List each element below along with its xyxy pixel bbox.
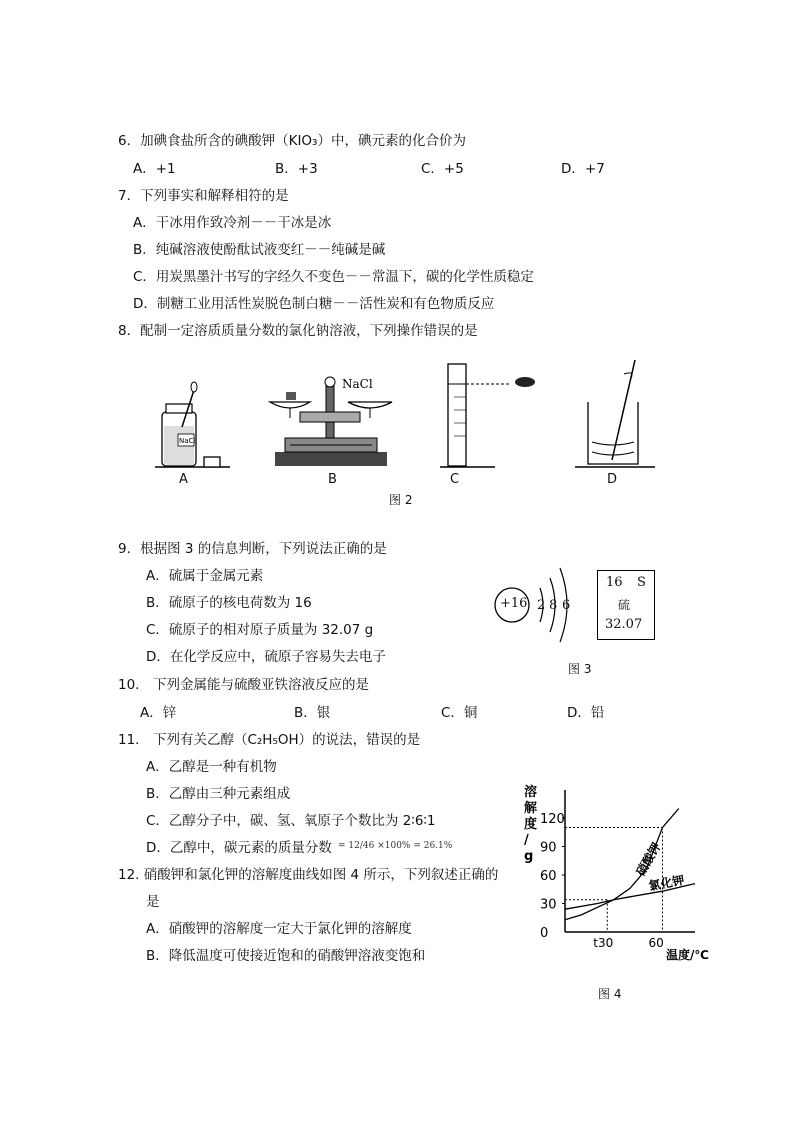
q7-option-b: B．纯碱溶液使酚酞试液变红－－纯碱是碱 xyxy=(133,242,386,258)
eye-icon xyxy=(515,377,535,387)
chart-y-label-4: / xyxy=(524,833,529,848)
nucleus-charge: +16 xyxy=(500,596,528,611)
solubility-chart xyxy=(520,782,720,972)
q10-stem: 10． 下列金属能与硫酸亚铁溶液反应的是 xyxy=(118,677,369,693)
q6-option-a: A．+1 xyxy=(133,161,176,177)
fig2-label-d: D xyxy=(607,472,618,487)
fig2-label-c: C xyxy=(450,472,460,487)
q12-stem: 12. 硝酸钾和氯化钾的溶解度曲线如图 4 所示，下列叙述正确的 xyxy=(118,867,499,883)
q6-stem: 6．加碘食盐所含的碘酸钾（KIO₃）中，碘元素的化合价为 xyxy=(118,133,466,149)
y-tick-label: 90 xyxy=(540,840,557,856)
jar-label: NaCl xyxy=(179,437,196,445)
q11-option-d: D．乙醇中，碳元素的质量分数 xyxy=(146,840,332,856)
element-mass: 32.07 xyxy=(605,617,643,632)
q9-option-a: A．硫属于金属元素 xyxy=(146,568,264,584)
graduated-cylinder-icon xyxy=(448,364,535,466)
element-symbol: S xyxy=(637,575,646,590)
beaker-stirring-icon xyxy=(588,360,638,464)
q9-option-c: C．硫原子的相对原子质量为 32.07 g xyxy=(146,622,374,638)
balance-label: NaCl xyxy=(342,377,373,391)
x-tick-label: 60 xyxy=(648,936,664,950)
q12-option-a: A．硝酸钾的溶解度一定大于氯化钾的溶解度 xyxy=(146,921,412,937)
fig4-caption: 图 4 xyxy=(598,987,622,1001)
reagent-jar-icon xyxy=(162,382,197,466)
y-tick-label: 0 xyxy=(540,926,549,941)
fig2-label-a: A xyxy=(179,472,188,487)
shell-2: 8 xyxy=(549,598,558,613)
balance-icon xyxy=(270,377,392,466)
y-tick-label: 60 xyxy=(540,869,557,884)
q11-option-c: C．乙醇分子中，碳、氢、氧原子个数比为 2∶6∶1 xyxy=(146,813,436,829)
q10-option-a: A．锌 xyxy=(140,705,177,721)
q10-option-d: D．铅 xyxy=(567,705,605,721)
q12-stem-cont: 是 xyxy=(146,894,160,910)
q11-stem: 11． 下列有关乙醇（C₂H₅OH）的说法，错误的是 xyxy=(118,732,421,748)
q9-option-d: D．在化学反应中，硫原子容易失去电子 xyxy=(146,649,386,665)
mass-fraction-formula: = 12/46 ×100% = 26.1% xyxy=(338,841,453,851)
q10-option-b: B．银 xyxy=(294,705,331,721)
chart-y-label-3: 度 xyxy=(524,817,538,832)
annotation-kno3: 硝酸钾 xyxy=(633,840,664,879)
x-tick-label: t30 xyxy=(593,936,614,950)
q7-option-a: A．干冰用作致冷剂－－干冰是冰 xyxy=(133,215,332,231)
q7-stem: 7．下列事实和解释相符的是 xyxy=(118,188,289,204)
q6-option-d: D．+7 xyxy=(561,161,605,177)
q6-option-c: C．+5 xyxy=(421,161,464,177)
shell-1: 2 xyxy=(537,598,546,613)
chart-y-label-2: 解 xyxy=(524,801,538,816)
y-tick-label: 120 xyxy=(540,812,565,827)
fig2-caption: 图 2 xyxy=(389,493,413,507)
fig2-label-b: B xyxy=(328,472,337,487)
lab-operations-figure xyxy=(150,352,660,474)
stopper-icon xyxy=(204,457,220,467)
q7-option-d: D．制糖工业用活性炭脱色制白糖－－活性炭和有色物质反应 xyxy=(133,296,495,312)
series-line-kno3 xyxy=(565,809,679,920)
element-name: 硫 xyxy=(618,598,631,612)
fig3-caption: 图 3 xyxy=(568,662,592,676)
q8-stem: 8．配制一定溶质质量分数的氯化钠溶液，下列操作错误的是 xyxy=(118,323,478,339)
chart-y-label-1: 溶 xyxy=(524,785,538,800)
element-number: 16 xyxy=(606,575,623,590)
chart-x-label: 温度/℃ xyxy=(666,948,709,962)
q9-stem: 9．根据图 3 的信息判断，下列说法正确的是 xyxy=(118,541,387,557)
annotation-kcl: 氯化钾 xyxy=(647,873,686,894)
shell-3: 6 xyxy=(562,598,571,613)
y-tick-label: 30 xyxy=(540,897,557,913)
q12-option-b: B．降低温度可使接近饱和的硝酸钾溶液变饱和 xyxy=(146,948,426,964)
q11-option-a: A．乙醇是一种有机物 xyxy=(146,759,277,775)
chart-y-label-5: g xyxy=(524,849,534,864)
q10-option-c: C．铜 xyxy=(441,705,478,721)
q7-option-c: C．用炭黑墨汁书写的字经久不变色－－常温下，碳的化学性质稳定 xyxy=(133,269,534,285)
q11-option-b: B．乙醇由三种元素组成 xyxy=(146,786,291,802)
q9-option-b: B．硫原子的核电荷数为 16 xyxy=(146,595,312,611)
q6-option-b: B．+3 xyxy=(275,161,318,177)
